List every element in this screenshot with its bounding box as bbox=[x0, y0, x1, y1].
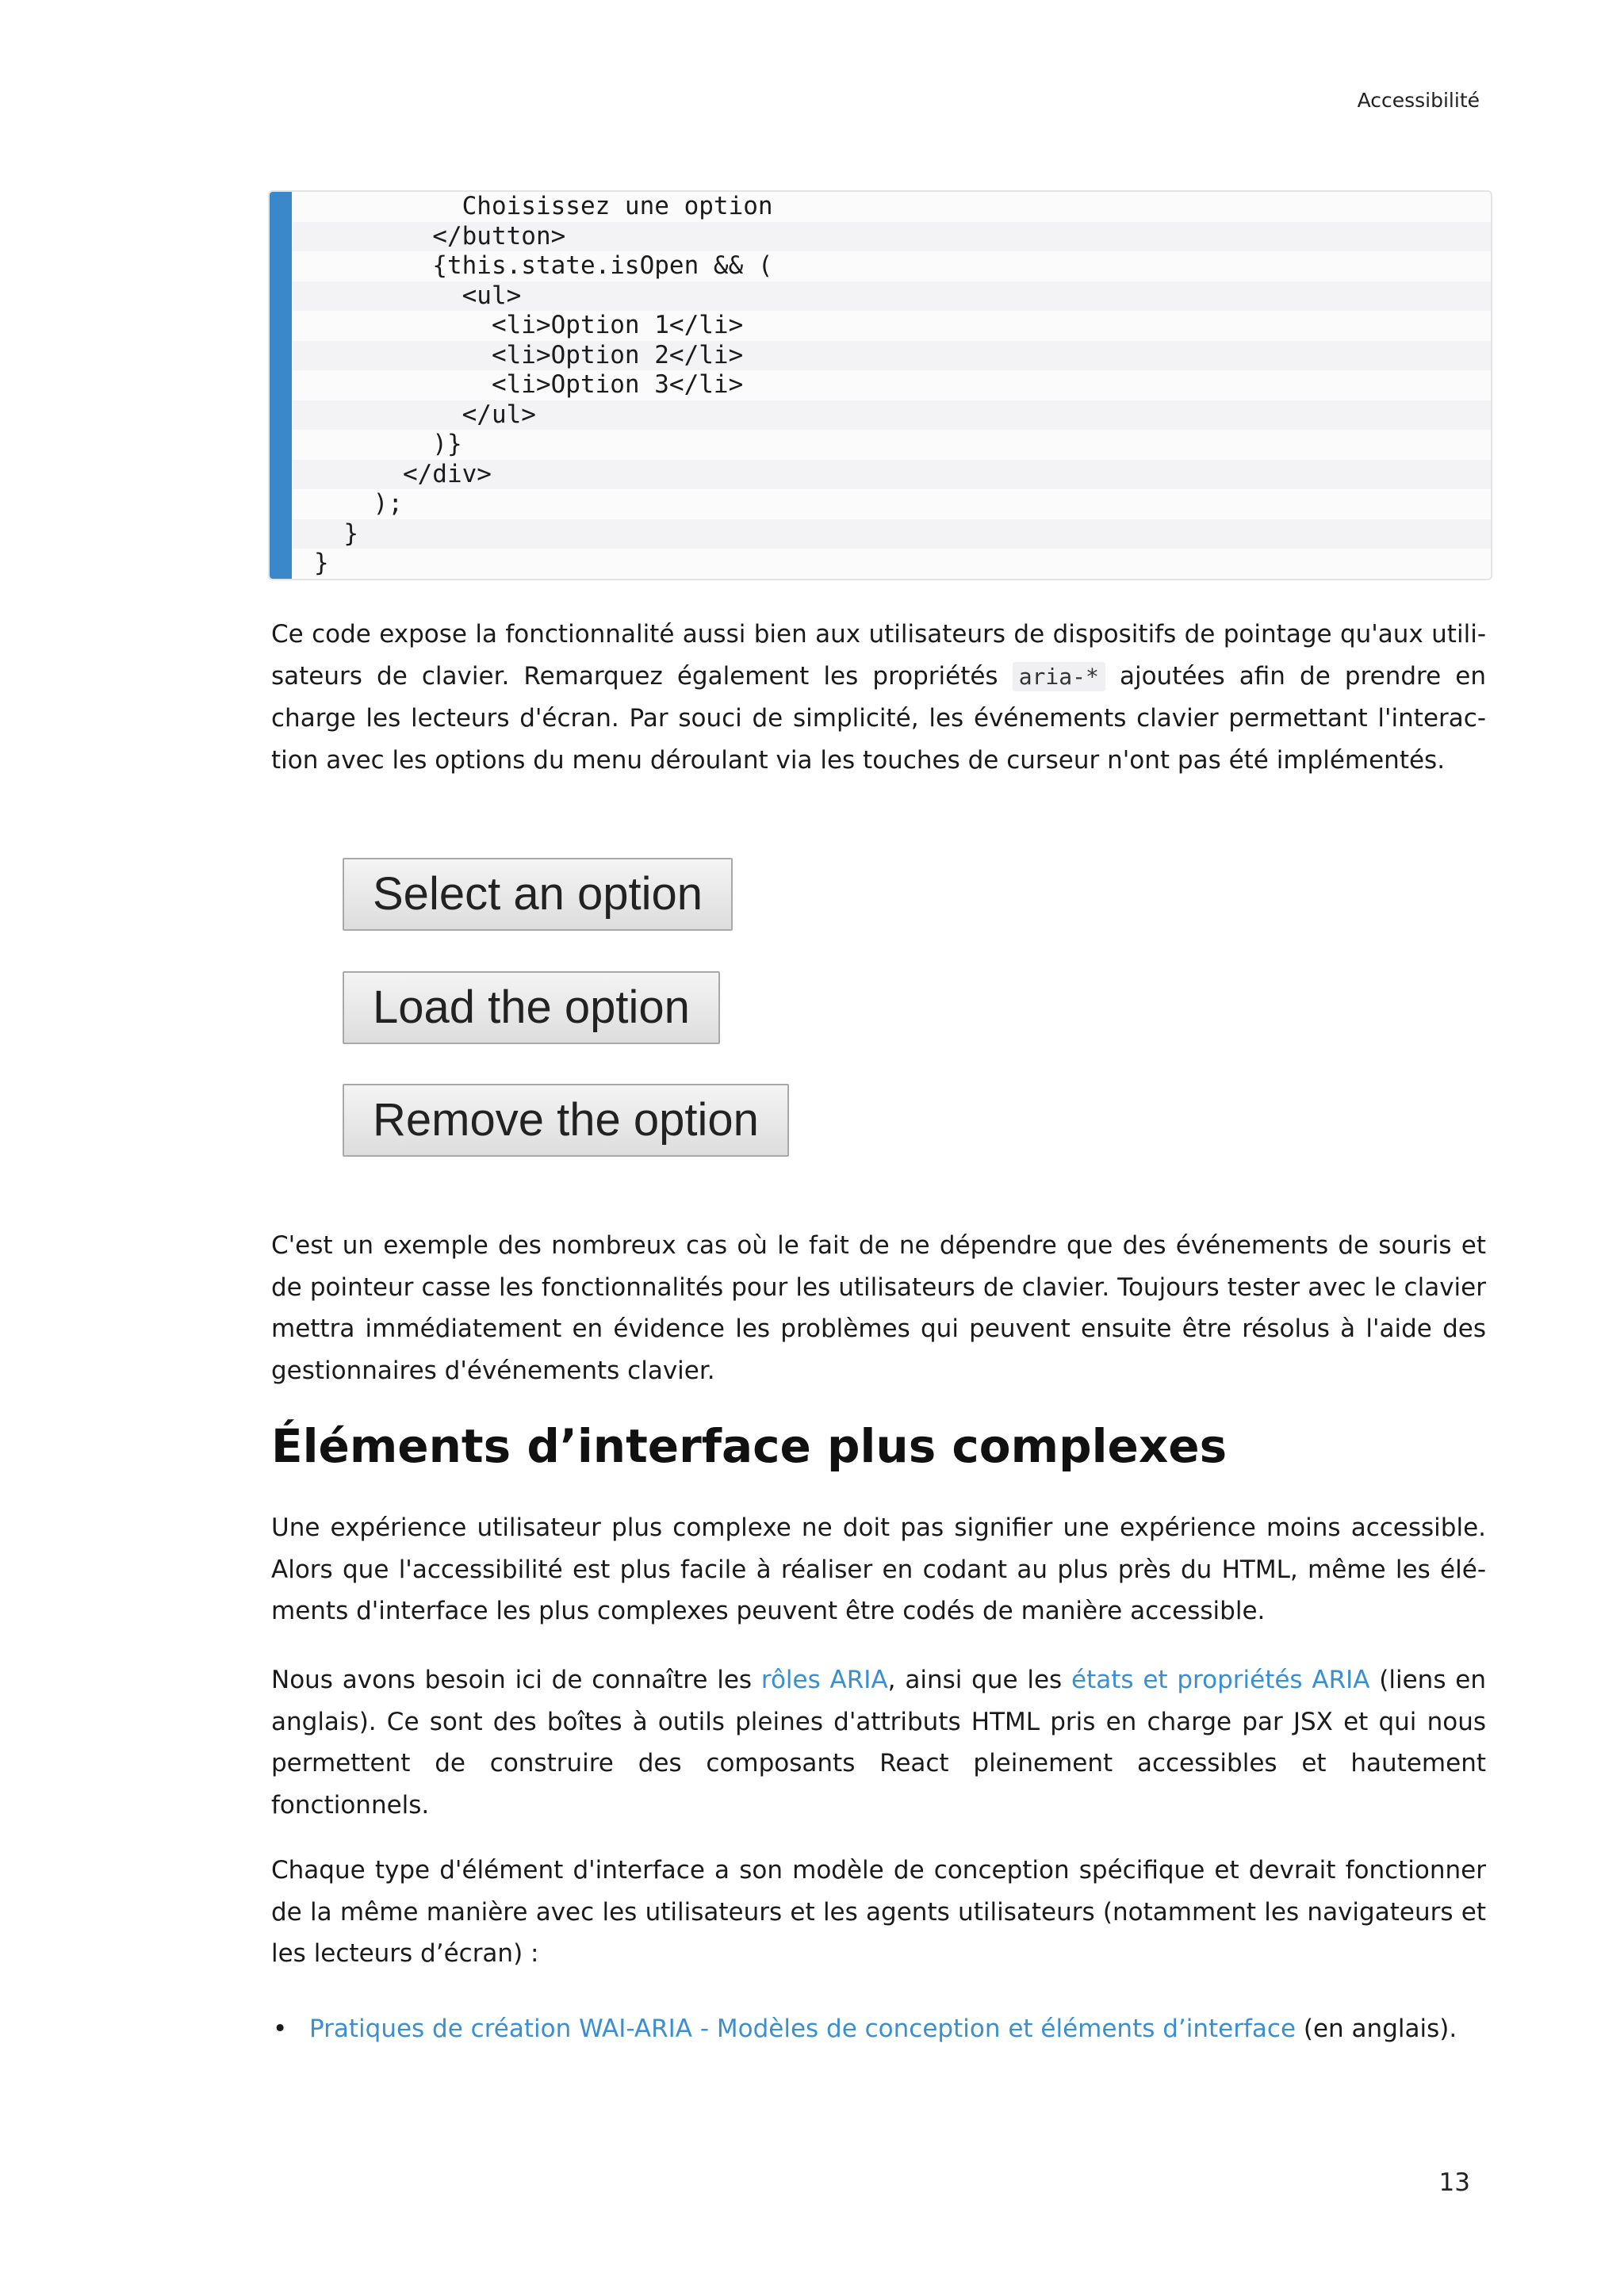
code-line: {this.state.isOpen && ( bbox=[292, 251, 1491, 281]
aria-states-link[interactable]: états et propriétés ARIA bbox=[1071, 1666, 1370, 1694]
code-lines bbox=[292, 192, 1491, 579]
code-block bbox=[268, 190, 1492, 580]
running-header: Accessibilité bbox=[1357, 89, 1480, 112]
paragraph-keyboard: C'est un exemple des nombreux cas où le fait de ne dépendre que des événements de souris et de pointeur casse les fonctionnalités pour les utilisateurs de clavier. Toujours tester avec le clavier mettra immédiatement en évidence les problèmes qui peuvent ensuite être résolus à l'aide des gestionnaires d'événements clavier. bbox=[271, 1231, 1486, 1385]
code-line: } bbox=[292, 549, 1491, 579]
select-option-button[interactable]: Select an option bbox=[343, 858, 733, 931]
code-line: <ul> bbox=[292, 281, 1491, 312]
code-line: </ul> bbox=[292, 400, 1491, 430]
inline-code-aria: aria-* bbox=[1013, 662, 1105, 691]
paragraph-aria-roles bbox=[271, 1659, 1486, 1826]
code-accent-bar bbox=[270, 192, 292, 579]
code-line: } bbox=[292, 519, 1491, 549]
remove-option-button[interactable]: Remove the option bbox=[343, 1084, 789, 1157]
code-line: ); bbox=[292, 489, 1491, 519]
section-heading: Éléments d’interface plus complexes bbox=[271, 1419, 1228, 1473]
wai-aria-practices-link[interactable]: Pratiques de création WAI-ARIA - Modèles de conception et éléments d’interface bbox=[309, 2015, 1297, 2043]
paragraph-aria-text-3: (liens en anglais). Ce sont des boîtes à outils pleines d'attributs HTML pris en charge par JSX et qui nous permettent de construire des composants React pleinement accessibles et hautement fonctionnels. bbox=[271, 1666, 1487, 1820]
code-line: </button> bbox=[292, 222, 1491, 252]
paragraph-patterns: Chaque type d'élément d'interface a son modèle de conception spécifique et devrait fonctionner de la même manière avec les utilisateurs et les agents utilisateurs (notamment les navigateurs et les lecteurs d’écran) : bbox=[271, 1856, 1486, 1968]
paragraph-aria-text-2: , ainsi que les bbox=[887, 1666, 1072, 1694]
page-number: 13 bbox=[1438, 2168, 1470, 2197]
bullet-dot-icon: • bbox=[273, 2015, 288, 2043]
paragraph-aria-text-1: Nous avons besoin ici de connaître les bbox=[271, 1666, 761, 1694]
code-line: <li>Option 2</li> bbox=[292, 341, 1491, 371]
paragraph-intro-text-2: ajoutées afin de prendre en charge les lecteurs d'écran. Par souci de simplicité, les événements clavier permettant l'interaction avec les options du menu déroulant via les touches de curseur n'ont pas été implémentés. bbox=[271, 661, 1487, 775]
code-line: </div> bbox=[292, 460, 1491, 490]
paragraph-complex-ui: Une expérience utilisateur plus complexe ne doit pas signifier une expérience moins accessible. Alors que l'accessibilité est plus facile à réaliser en codant au plus près du HTML, même les éléments d'interface les plus complexes peuvent être codés de manière accessible. bbox=[271, 1513, 1486, 1625]
paragraph-intro-text-1: Ce code expose la fonctionnalité aussi bien aux utilisateurs de dispositifs de pointage qu'aux utilisateurs de clavier. Remarquez également les propriétés bbox=[271, 620, 1486, 691]
paragraph-intro bbox=[271, 614, 1486, 781]
code-line: )} bbox=[292, 430, 1491, 460]
load-option-button[interactable]: Load the option bbox=[343, 971, 720, 1044]
bullet-text-after: (en anglais). bbox=[1296, 2015, 1457, 2043]
code-line: Choisissez une option bbox=[292, 192, 1491, 222]
list-item bbox=[273, 2008, 1457, 2049]
code-line: <li>Option 3</li> bbox=[292, 370, 1491, 400]
code-line: <li>Option 1</li> bbox=[292, 311, 1491, 341]
aria-roles-link[interactable]: rôles ARIA bbox=[760, 1666, 888, 1694]
